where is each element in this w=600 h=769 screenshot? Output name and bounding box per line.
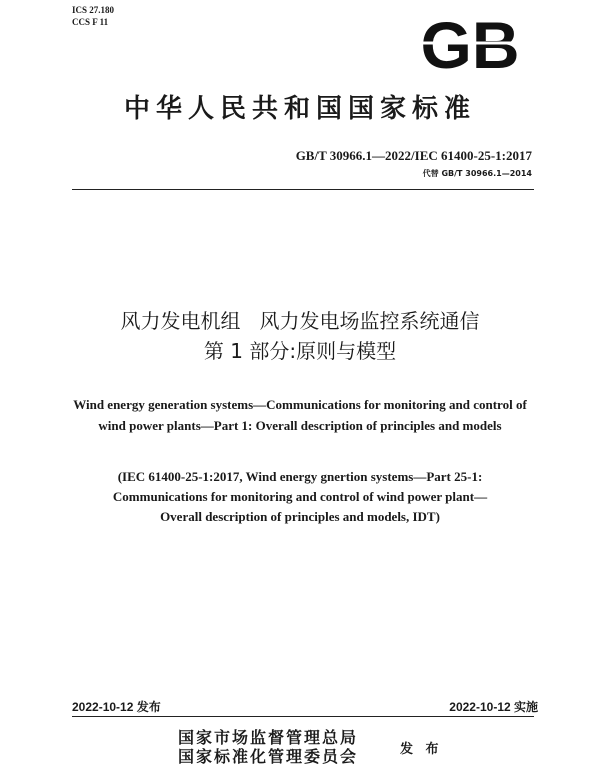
iec-note-line-1: (IEC 61400-25-1:2017, Wind energy gnertion systems—Part 25-1: xyxy=(117,469,483,484)
issuer-line-2: 国家标准化管理委员会 xyxy=(178,747,359,766)
chinese-title xyxy=(0,306,600,366)
iec-note-line-3: Overall description of principles and models, IDT) xyxy=(160,509,440,524)
classification-codes xyxy=(72,4,114,28)
english-title-line-2: wind power plants—Part 1: Overall description of principles and models xyxy=(98,418,502,433)
chinese-title-line-1: 风力发电机组 风力发电场监控系统通信 xyxy=(120,309,480,333)
publish-label: 发 布 xyxy=(400,742,443,757)
issuing-authorities xyxy=(178,728,358,766)
iec-equivalence-note xyxy=(0,467,600,527)
bottom-divider xyxy=(72,716,534,717)
standard-number: GB/T 30966.1—2022/IEC 61400-25-1:2017 xyxy=(295,148,532,163)
ics-code: ICS 27.180 xyxy=(72,5,115,15)
gb-logo xyxy=(405,12,535,74)
chinese-title-line-2: 第 1 部分:原则与模型 xyxy=(203,339,397,363)
issue-date: 2022-10-12 发布 xyxy=(72,700,161,714)
gb-logo-text: GB xyxy=(420,12,520,74)
implementation-date: 2022-10-12 实施 xyxy=(449,700,538,714)
top-divider xyxy=(72,189,534,190)
ccs-code: CCS F 11 xyxy=(72,17,109,27)
standard-type-heading: 中华人民共和国国家标准 xyxy=(123,94,476,124)
replaces-note: 代替 GB/T 30966.1—2014 xyxy=(422,169,532,178)
english-title-line-1: Wind energy generation systems—Communications for monitoring and control of xyxy=(73,397,527,412)
issuer-line-1: 国家市场监督管理总局 xyxy=(178,728,359,747)
english-title xyxy=(0,394,600,436)
iec-note-line-2: Communications for monitoring and control of wind power plant— xyxy=(112,489,488,504)
